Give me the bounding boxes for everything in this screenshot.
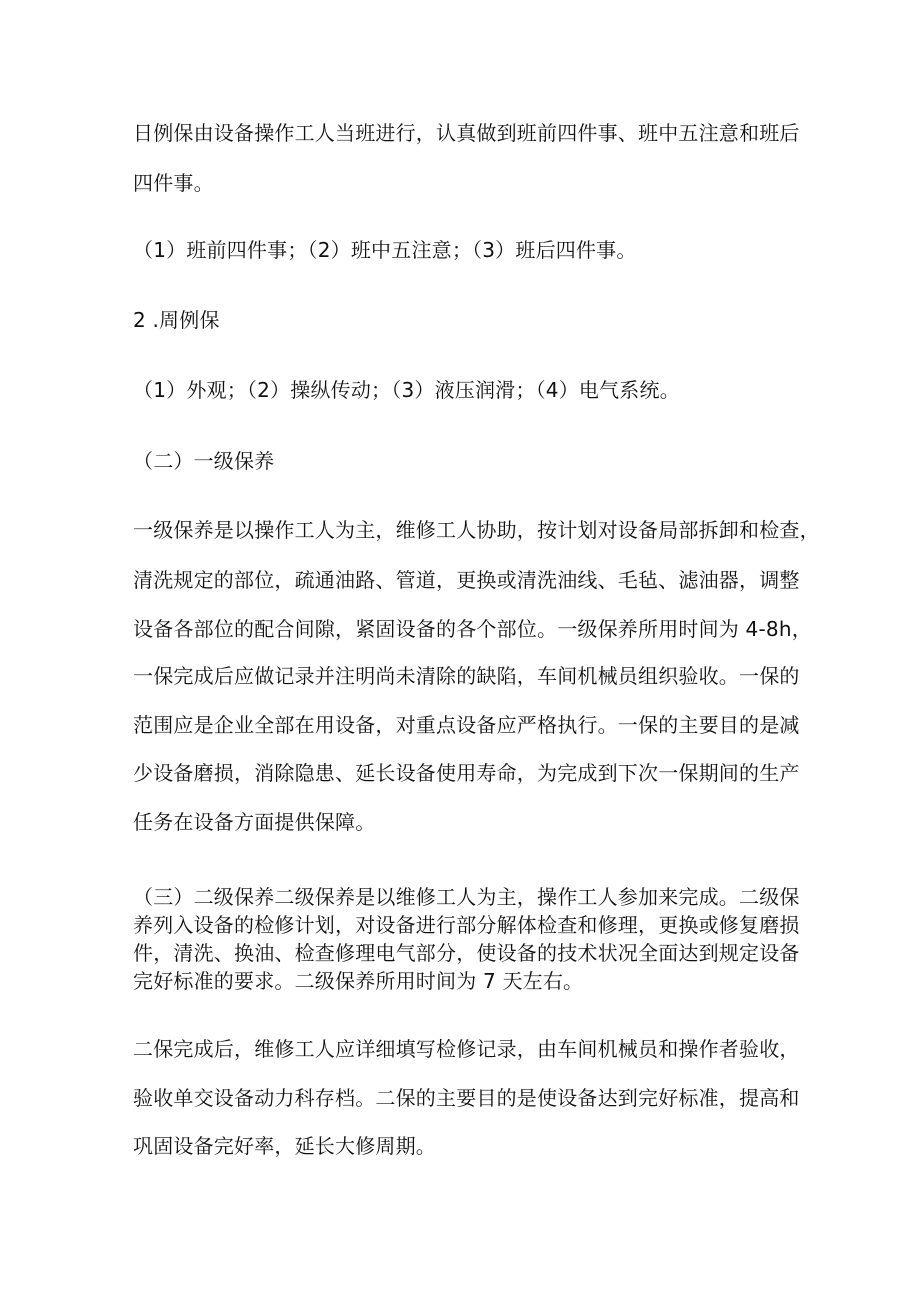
paragraph-line: 验收单交设备动力科存档。二保的主要目的是使设备达到完好标准，提高和 <box>133 1086 800 1110</box>
paragraph-line: 少设备磨损，消除隐患、延长设备使用寿命，为完成到下次一保期间的生产 <box>133 761 800 785</box>
paragraph-line: 任务在设备方面提供保障。 <box>133 810 376 834</box>
paragraph-line: 一保完成后应做记录并注明尚未清除的缺陷，车间机械员组织验收。一保的 <box>133 664 800 688</box>
paragraph-line: 四件事。 <box>133 171 214 195</box>
paragraph-line: 范围应是企业全部在用设备，对重点设备应严格执行。一保的主要目的是减 <box>133 713 800 737</box>
paragraph-line: 日例保由设备操作工人当班进行，认真做到班前四件事、班中五注意和班后 <box>133 121 800 145</box>
paragraph-line: 巩固设备完好率，延长大修周期。 <box>133 1134 436 1158</box>
section-heading: 2 .周例保 <box>133 308 220 332</box>
paragraph-line: 养列入设备的检修计划，对设备进行部分解体检查和修理，更换或修复磨损 <box>133 913 800 937</box>
paragraph-line: 一级保养是以操作工人为主，维修工人协助，按计划对设备局部拆卸和检查， <box>133 518 820 542</box>
paragraph-line: （1）外观；（2）操纵传动；（3）液压润滑；（4）电气系统。 <box>133 378 680 402</box>
paragraph-line: （三）二级保养二级保养是以维修工人为主，操作工人参加来完成。二级保 <box>133 885 800 909</box>
section-heading: （二）一级保养 <box>133 449 275 473</box>
paragraph-line: 完好标准的要求。二级保养所用时间为 7 天左右。 <box>133 969 584 993</box>
paragraph-line: 清洗规定的部位，疏通油路、管道，更换或清洗油线、毛毡、滤油器，调整 <box>133 568 800 592</box>
paragraph-line: 二保完成后，维修工人应详细填写检修记录，由车间机械员和操作者验收， <box>133 1037 800 1061</box>
paragraph-line: 设备各部位的配合间隙，紧固设备的各个部位。一级保养所用时间为 4-8h， <box>133 617 812 641</box>
paragraph-line: （1）班前四件事；（2）班中五注意；（3）班后四件事。 <box>133 238 637 262</box>
paragraph-line: 件，清洗、换油、检查修理电气部分，使设备的技术状况全面达到规定设备 <box>133 941 800 965</box>
